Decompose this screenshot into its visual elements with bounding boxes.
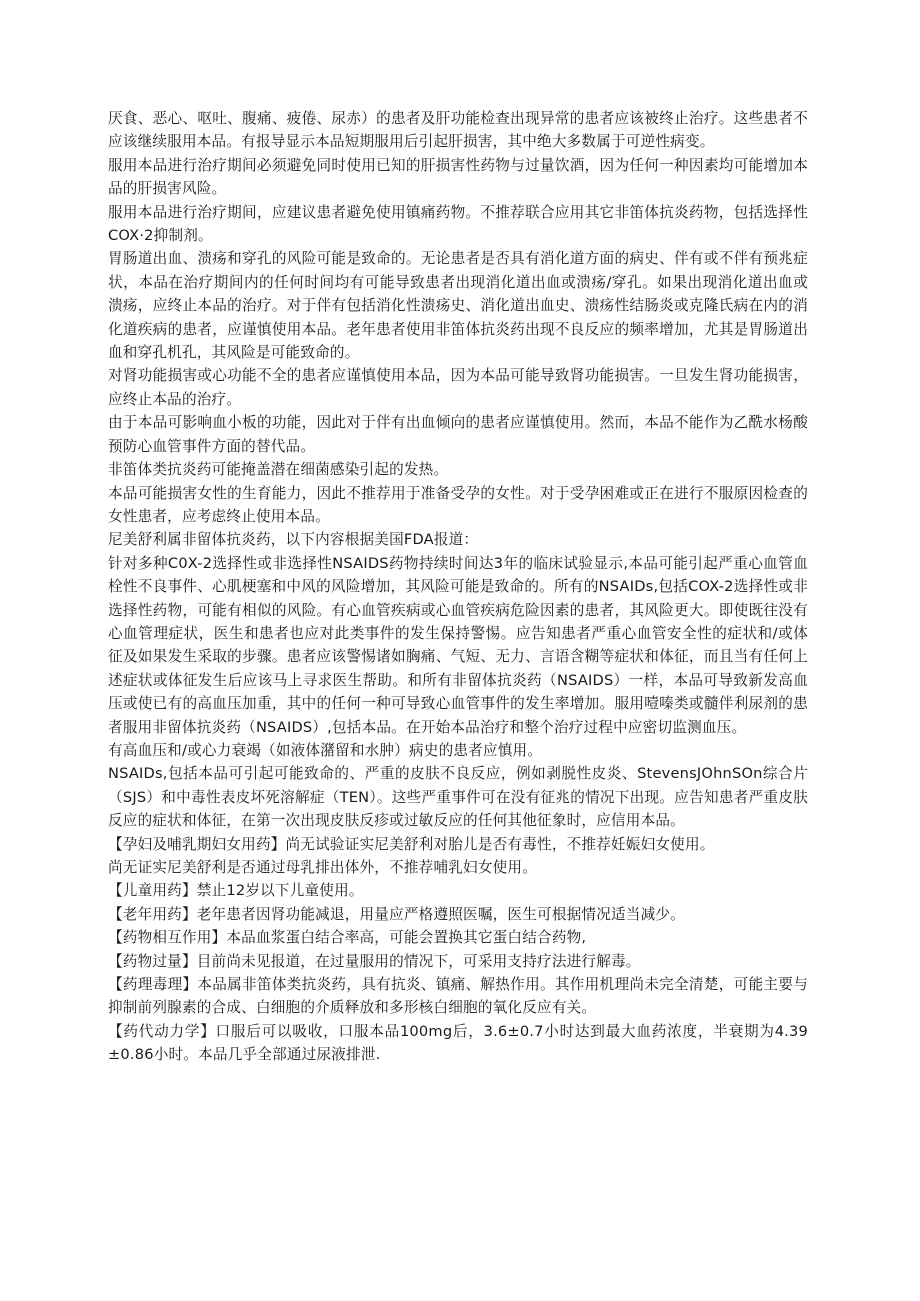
paragraph-pharmacology: 【药理毒理】本品属非笛体类抗炎药，具有抗炎、镇痛、解热作用。其作用机理尚未完全清楚，可能主要与抑制前列腺素的合成、白细胞的介质释放和多形核白细胞的氧化反应有关。: [108, 976, 808, 1017]
paragraph-masking-fever: 非笛体类抗炎药可能掩盖潜在细菌感染引起的发热。: [108, 461, 449, 479]
paragraph-interactions: 【药物相互作用】本品血浆蛋白结合率高，可能会置换其它蛋白结合药物,: [108, 929, 587, 947]
paragraph-avoid-analgesics: 服用本品进行治疗期间，应建议患者避免使用镇痛药物。不推荐联合应用其它非笛体抗炎药物，包括选择性COX·2抑制剂。: [108, 203, 808, 245]
document-body: [108, 107, 808, 1067]
paragraph-fda-intro: 尼美舒利属非留体抗炎药，以下内容根据美国FDA报道：: [108, 531, 479, 549]
paragraph-renal-cardiac: 对肾功能损害或心功能不全的患者应谨慎使用本品，因为本品可能导致肾功能损害。一旦发生肾功能损害，应终止本品的治疗。: [108, 367, 808, 408]
paragraph-pharmacokinetics: 【药代动力学】口服后可以吸收，口服本品100mg后，3.6±0.7小时达到最大血药浓度，半衰期为4.39±0.86小时。本品几乎全部通过尿液排泄.: [108, 1022, 808, 1064]
paragraph-lactation: 尚无证实尼美舒利是否通过母乳排出体外，不推荐哺乳妇女使用。: [108, 859, 538, 876]
paragraph-platelet: 由于本品可影响血小板的功能，因此对于伴有出血倾向的患者应谨慎使用。然而，本品不能作为乙酰水杨酸预防心血管事件方面的替代品。: [108, 414, 808, 455]
paragraph-hypertension-history: 有高血压和/或心力衰竭（如液体潴留和水肿）病史的患者应慎用。: [108, 741, 543, 759]
paragraph-geriatric: 【老年用药】老年患者因肾功能减退，用量应严格遵照医嘱，医生可根据情况适当减少。: [108, 905, 685, 923]
paragraph-overdose: 【药物过量】目前尚未见报道，在过量服用的情况下，可采用支持疗法进行解毒。: [108, 952, 641, 970]
paragraph-cardiovascular-risk: 针对多种C0X-2选择性或非选择性NSAIDS药物持续时间达3年的临床试验显示,本品可能引起严重心血管血栓性不良事件、心肌梗塞和中风的风险增加，其风险可能是致命的。所有的NSAIDs,包括COX-2选择性或非选择性药物，可能有相似的风险。有心血管疾病或心血管疾病危险因素的患者，其风险更大。即使既往没有心血管理症状，医生和患者也应对此类事件的发生保持警惕。应告知患者严重心血管安全性的症状和/或体征及如果发生采取的步骤。患者应该警惕诸如胸痛、气短、无力、言语含糊等症状和体征，而且当有任何上述症状或体征发生后应该马上寻求医生帮助。和所有非留体抗炎药（NSAIDS）一样，本品可导致新发高血压或使已有的高血压加重，其中的任何一种可导致心血管事件的发生率增加。服用噎嗪类或髓伴利尿剂的患者服用非留体抗炎药（NSAIDS）,包括本品。在开始本品治疗和整个治疗过程中应密切监测血压。: [108, 554, 808, 736]
paragraph-pregnancy: 【孕妇及哺乳期妇女用药】尚无试验证实尼美舒利对胎儿是否有毒性，不推荐妊娠妇女使用。: [108, 835, 715, 853]
paragraph-avoid-hepatotoxic: 服用本品进行治疗期间必须避免同时使用已知的肝损害性药物与过量饮酒，因为任何一种因素均可能增加本品的肝损害风险。: [108, 156, 808, 198]
paragraph-gi-bleeding: 胃肠道出血、溃疡和穿孔的风险可能是致命的。无论患者是否具有消化道方面的病史、伴有或不伴有预兆症状，本品在治疗期间内的任何时间均有可能导致患者出现消化道出血或溃疡/穿孔。如果出现消化道出血或溃疡，应终止本品的治疗。对于伴有包括消化性溃疡史、消化道出血史、溃疡性结肠炎或克隆氏病在内的消化道疾病的患者，应谨慎使用本品。老年患者使用非笛体抗炎药出现不良反应的频率增加，尤其是胃肠道出血和穿孔机孔，其风险是可能致命的。: [108, 250, 808, 362]
paragraph-fertility: 本品可能损害女性的生育能力，因此不推荐用于准备受孕的女性。对于受孕困难或正在进行不服原因检查的女性患者，应考虑终止使用本品。: [108, 484, 808, 525]
paragraph-liver-stop-treatment: 厌食、恶心、呕吐、腹痛、疲倦、尿赤）的患者及肝功能检查出现异常的患者应该被终止治疗。这些患者不应该继续服用本品。有报导显示本品短期服用后引起肝损害，其中绝大多数属于可逆性病变。: [108, 110, 808, 151]
paragraph-pediatric: 【儿童用药】禁止12岁以下儿童使用。: [108, 882, 364, 900]
paragraph-skin-reactions: NSAIDs,包括本品可引起可能致命的、严重的皮肤不良反应，例如剥脱性皮炎、StevensJOhnSOn综合片（SJS）和中毒性表皮坏死溶解症（TEN）。这些严重事件可在没有征兆的情况下出现。应告知患者严重皮肤反应的症状和体征，在第一次出现皮肤反疹或过敏反应的任何其他征象时，应信用本品。: [108, 765, 808, 830]
